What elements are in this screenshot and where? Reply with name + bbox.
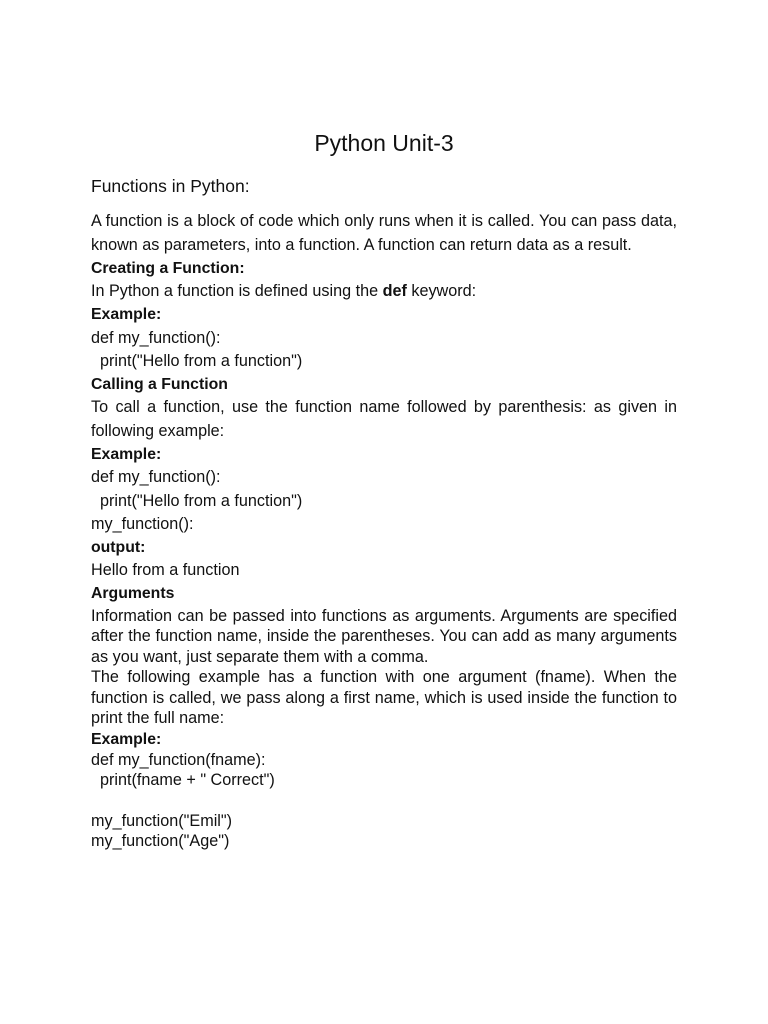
code-block-calls: my_function("Emil") my_function("Age"): [91, 811, 233, 851]
section-heading: Functions in Python:: [91, 176, 250, 196]
def-keyword: def: [382, 282, 407, 301]
creating-text-before: In Python a function is defined using the: [91, 282, 383, 301]
output-label: output:: [91, 539, 146, 557]
blank-line: [91, 791, 677, 811]
example-label: Example:: [91, 730, 162, 748]
page-title: Python Unit-3: [314, 130, 454, 156]
arguments-paragraph-2: The following example has a function with one argument (fname). When the function is called, we pass along a first name, which is used inside the function to print the full name:: [91, 668, 677, 728]
creating-function-text: [91, 280, 677, 303]
creating-function-heading: Creating a Function:: [91, 260, 245, 277]
intro-paragraph: A function is a block of code which only runs when it is called. You can pass data, known as parameters, into a function. A function can return data as a result.: [91, 212, 677, 254]
calling-function-text: To call a function, use the function name followed by parenthesis: as given in following example:: [91, 398, 677, 440]
creating-text-after: keyword:: [406, 282, 477, 301]
output-text: Hello from a function: [91, 561, 240, 580]
calling-function-heading: Calling a Function: [91, 376, 228, 394]
example-label: Example:: [91, 306, 162, 324]
example-label: Example:: [91, 446, 162, 464]
document-body: [91, 172, 677, 852]
code-block-call: def my_function(): print("Hello from a function") my_function():: [91, 468, 303, 533]
arguments-paragraph-1: Information can be passed into functions as arguments. Arguments are specified after the function name, inside the parentheses. You can add as many arguments as you want, just separate them with a comma.: [91, 606, 677, 666]
arguments-heading: Arguments: [91, 585, 175, 603]
code-block-arguments: def my_function(fname): print(fname + " Correct"): [91, 750, 275, 790]
code-block-define: def my_function(): print("Hello from a function"): [91, 328, 303, 370]
